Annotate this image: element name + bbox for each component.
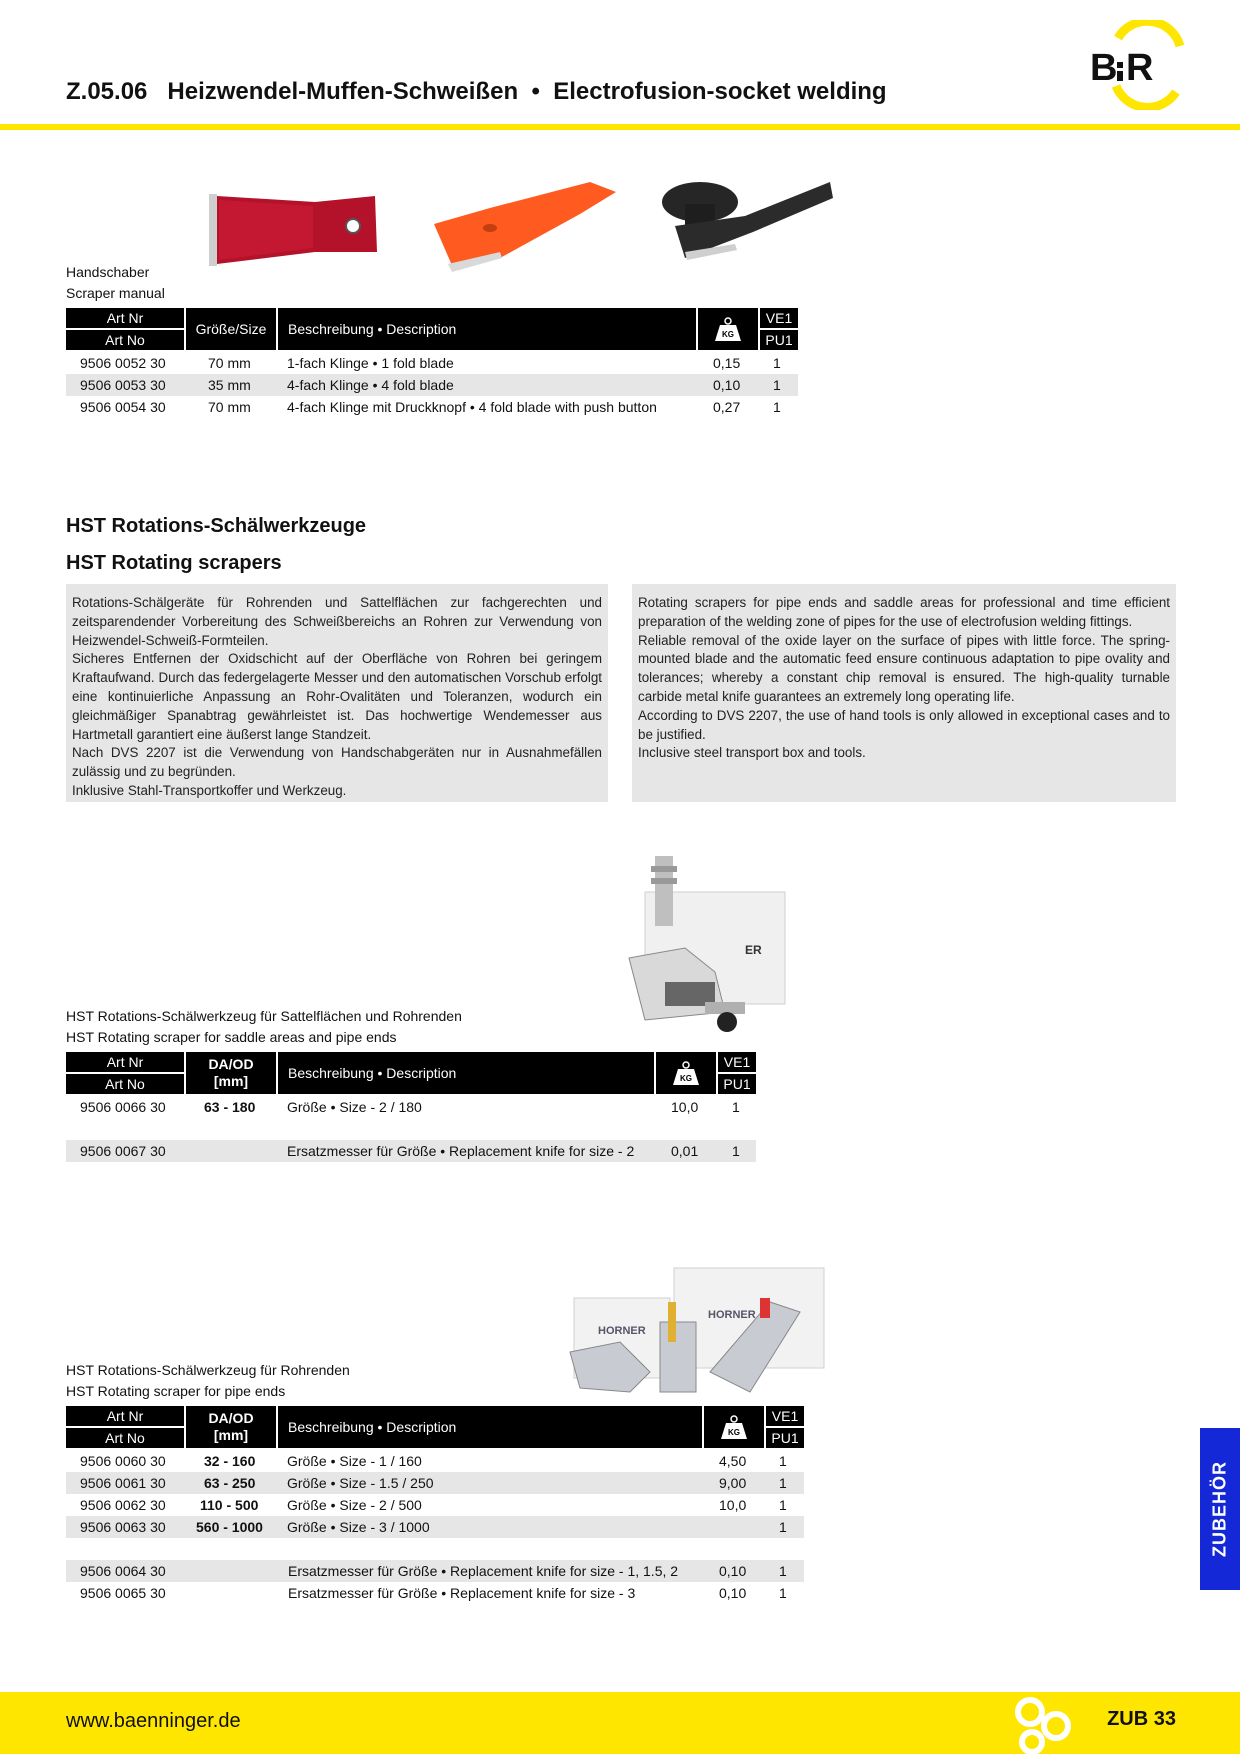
svg-text:KG: KG	[680, 1074, 692, 1083]
header-weight	[656, 1052, 716, 1094]
od-unit: [mm]	[213, 1427, 249, 1443]
weight-icon	[713, 316, 743, 342]
header-rule	[0, 124, 1240, 130]
website-link[interactable]: www.baenninger.de	[66, 1710, 241, 1732]
description: Ersatzmesser für Größe • Replacement knife for size - 2	[287, 1143, 635, 1159]
pipe-scraper-image	[560, 1262, 830, 1400]
od-label: DA/OD	[208, 1410, 254, 1426]
outer-diameter: 63 - 250	[204, 1475, 256, 1491]
weight-icon	[671, 1060, 701, 1086]
weight: 9,00	[719, 1475, 747, 1491]
title-en: Electrofusion-socket welding	[553, 78, 887, 105]
weight: 0,10	[719, 1585, 747, 1601]
table-row	[66, 352, 798, 374]
art-no: 9506 0067 30	[80, 1143, 166, 1159]
description-de	[66, 584, 608, 802]
art-no: 9506 0065 30	[80, 1585, 166, 1601]
pack-unit: 1	[779, 1563, 787, 1579]
description: Größe • Size - 2 / 500	[287, 1497, 422, 1513]
od-unit: [mm]	[213, 1073, 249, 1089]
outer-diameter: 110 - 500	[200, 1497, 259, 1513]
weight: 0,10	[713, 377, 741, 393]
svg-text:HORNER: HORNER	[598, 1325, 646, 1337]
art-no: 9506 0053 30	[80, 377, 166, 393]
header-art-nr: Art Nr	[66, 308, 184, 328]
art-no: 9506 0052 30	[80, 355, 166, 371]
pack-unit: 1	[779, 1585, 787, 1601]
header-description: Beschreibung • Description	[278, 308, 696, 350]
art-no: 9506 0054 30	[80, 399, 166, 415]
paragraph: Inclusive steel transport box and tools.	[638, 745, 866, 761]
weight: 10,0	[719, 1497, 747, 1513]
caption-de: HST Rotations-Schälwerkzeug für Rohrenden	[66, 1362, 350, 1378]
caption-en: Scraper manual	[66, 285, 165, 301]
outer-diameter: 560 - 1000	[196, 1519, 263, 1535]
page-title	[66, 78, 887, 106]
weight: 4,50	[719, 1453, 747, 1469]
page-header	[0, 0, 1240, 130]
paragraph: Rotations-Schälgeräte für Rohrenden und Sattelflächen zur fachgerechten und zeitsparendender Vorbereitung des Schweißbereichs an Rohren zur Verwendung von Heizwendel-Schweiß-Formteilen.	[72, 595, 602, 648]
art-no: 9506 0062 30	[80, 1497, 166, 1513]
saddle-scraper-image	[615, 852, 795, 1040]
red-scraper-image	[205, 190, 380, 270]
pack-unit: 1	[732, 1143, 740, 1159]
header-art-nr: Art Nr	[66, 1052, 184, 1072]
description: Größe • Size - 2 / 180	[287, 1099, 422, 1115]
description: Ersatzmesser für Größe • Replacement knife for size - 1, 1.5, 2	[288, 1563, 679, 1579]
header-pu1: PU1	[718, 1074, 756, 1094]
weight: 0,15	[713, 355, 741, 371]
caption-en: HST Rotating scraper for pipe ends	[66, 1383, 286, 1399]
scraper-manual-caption	[66, 262, 165, 304]
header-ve1: VE1	[760, 308, 798, 328]
header-weight	[698, 308, 758, 350]
weight: 0,10	[719, 1563, 747, 1579]
header-ve1: VE1	[718, 1052, 756, 1072]
orange-scraper-image	[430, 178, 620, 278]
caption-de: Handschaber	[66, 264, 150, 280]
svg-text:R: R	[1126, 47, 1154, 89]
page-footer	[0, 1692, 1240, 1754]
paragraph: Rotating scrapers for pipe ends and saddle areas for professional and time efficient preparation of the welding zone of pipes for the use of electrofusion welding fittings.	[638, 595, 1170, 629]
art-no: 9506 0060 30	[80, 1453, 166, 1469]
saddle-caption	[66, 1006, 462, 1048]
header-od	[186, 1052, 276, 1094]
caption-de: HST Rotations-Schälwerkzeug für Sattelflächen und Rohrenden	[66, 1008, 462, 1024]
description: Größe • Size - 1 / 160	[287, 1453, 422, 1469]
pipe-ends-caption	[66, 1360, 350, 1402]
header-pu1: PU1	[760, 330, 798, 350]
header-od	[186, 1406, 276, 1448]
section-code: Z.05.06	[66, 78, 148, 105]
description: Größe • Size - 1.5 / 250	[287, 1475, 434, 1491]
art-no: 9506 0063 30	[80, 1519, 166, 1535]
pack-unit: 1	[779, 1519, 787, 1535]
pack-unit: 1	[779, 1475, 787, 1491]
art-no: 9506 0064 30	[80, 1563, 166, 1579]
art-no: 9506 0061 30	[80, 1475, 166, 1491]
header-description: Beschreibung • Description	[278, 1052, 654, 1094]
svg-text:HORNER: HORNER	[708, 1309, 756, 1321]
header-art-nr: Art Nr	[66, 1406, 184, 1426]
svg-text:B: B	[1090, 47, 1118, 89]
header-art-no: Art No	[66, 330, 184, 350]
hst-heading-de: HST Rotations-Schälwerkzeuge	[66, 515, 367, 537]
black-scraper-image	[655, 172, 835, 282]
hst-heading-en: HST Rotating scrapers	[66, 552, 282, 574]
header-description: Beschreibung • Description	[278, 1406, 702, 1448]
pack-unit: 1	[773, 377, 781, 393]
table-row	[66, 1582, 804, 1604]
br-logo	[1080, 20, 1200, 110]
table-row	[66, 1472, 804, 1494]
weight: 0,27	[713, 399, 741, 415]
size: 35 mm	[208, 377, 251, 393]
description: 4-fach Klinge • 4 fold blade	[287, 377, 454, 393]
description: 4-fach Klinge mit Druckknopf • 4 fold blade with push button	[287, 399, 657, 415]
weight: 0,01	[671, 1143, 699, 1159]
outer-diameter: 32 - 160	[204, 1453, 256, 1469]
caption-en: HST Rotating scraper for saddle areas and pipe ends	[66, 1029, 397, 1045]
paragraph: Inklusive Stahl-Transportkoffer und Werkzeug.	[72, 782, 347, 798]
table-row	[66, 396, 798, 418]
page-number: ZUB 33	[1107, 1708, 1176, 1730]
svg-text:ER: ER	[745, 943, 762, 957]
table-row	[66, 1096, 756, 1118]
description: 1-fach Klinge • 1 fold blade	[287, 355, 454, 371]
pack-unit: 1	[779, 1497, 787, 1513]
pack-unit: 1	[779, 1453, 787, 1469]
header-pu1: PU1	[766, 1428, 804, 1448]
size: 70 mm	[208, 355, 251, 371]
weight: 10,0	[671, 1099, 699, 1115]
description: Ersatzmesser für Größe • Replacement knife for size - 3	[288, 1585, 636, 1601]
pack-unit: 1	[732, 1099, 740, 1115]
table-row	[66, 1494, 804, 1516]
header-art-no: Art No	[66, 1428, 184, 1448]
header-size: Größe/Size	[186, 308, 276, 350]
table-row	[66, 1560, 804, 1582]
paragraph: Nach DVS 2207 ist die Verwendung von Handschabgeräten nur in Ausnahmefällen zulässig und zu begründen.	[72, 745, 602, 780]
header-art-no: Art No	[66, 1074, 184, 1094]
side-tab-zubehoer[interactable]	[1200, 1428, 1240, 1590]
description: Größe • Size - 3 / 1000	[287, 1519, 430, 1535]
title-de: Heizwendel-Muffen-Schweißen	[167, 78, 519, 105]
header-ve1: VE1	[766, 1406, 804, 1426]
side-tab-label: ZUBEHÖR	[1209, 1461, 1230, 1557]
pack-unit: 1	[773, 355, 781, 371]
svg-text:KG: KG	[722, 330, 734, 339]
pack-unit: 1	[773, 399, 781, 415]
weight-icon	[719, 1414, 749, 1440]
paragraph: According to DVS 2207, the use of hand tools is only allowed in exceptional cases and to be justified.	[638, 707, 1170, 742]
table-row	[66, 1140, 756, 1162]
paragraph: Sicheres Entfernen der Oxidschicht auf der Oberfläche von Rohren bei geringem Kraftaufwand. Durch das federgelagerte Messer und den automatischen Vorschub erfolgt eine kontinuierliche Anpassung an Rohr-Ovalitäten und Toleranzen, wodurch ein gleichmäßiger Spanabtrag gewährleistet ist. Das hochwertige Wendemesser aus Hartmetall garantiert eine äußerst lange Standzeit.	[72, 651, 602, 742]
table-row	[66, 374, 798, 396]
description-en	[632, 584, 1176, 802]
paragraph: Reliable removal of the oxide layer on the surface of pipes with little force. The spring-mounted blade and the automatic feed ensure continuous adaptation to pipe ovality and tolerances; whereby a constant chip removal is ensured. The high-quality turnable carbide metal knife guarantees an extremely long operating life.	[638, 632, 1170, 704]
svg-text:KG: KG	[728, 1428, 740, 1437]
art-no: 9506 0066 30	[80, 1099, 166, 1115]
size: 70 mm	[208, 399, 251, 415]
header-weight	[704, 1406, 764, 1448]
od-label: DA/OD	[208, 1056, 254, 1072]
br-mark-icon	[1010, 1692, 1080, 1754]
table-row	[66, 1450, 804, 1472]
outer-diameter: 63 - 180	[204, 1099, 256, 1115]
title-separator: •	[531, 78, 540, 105]
table-row	[66, 1516, 804, 1538]
